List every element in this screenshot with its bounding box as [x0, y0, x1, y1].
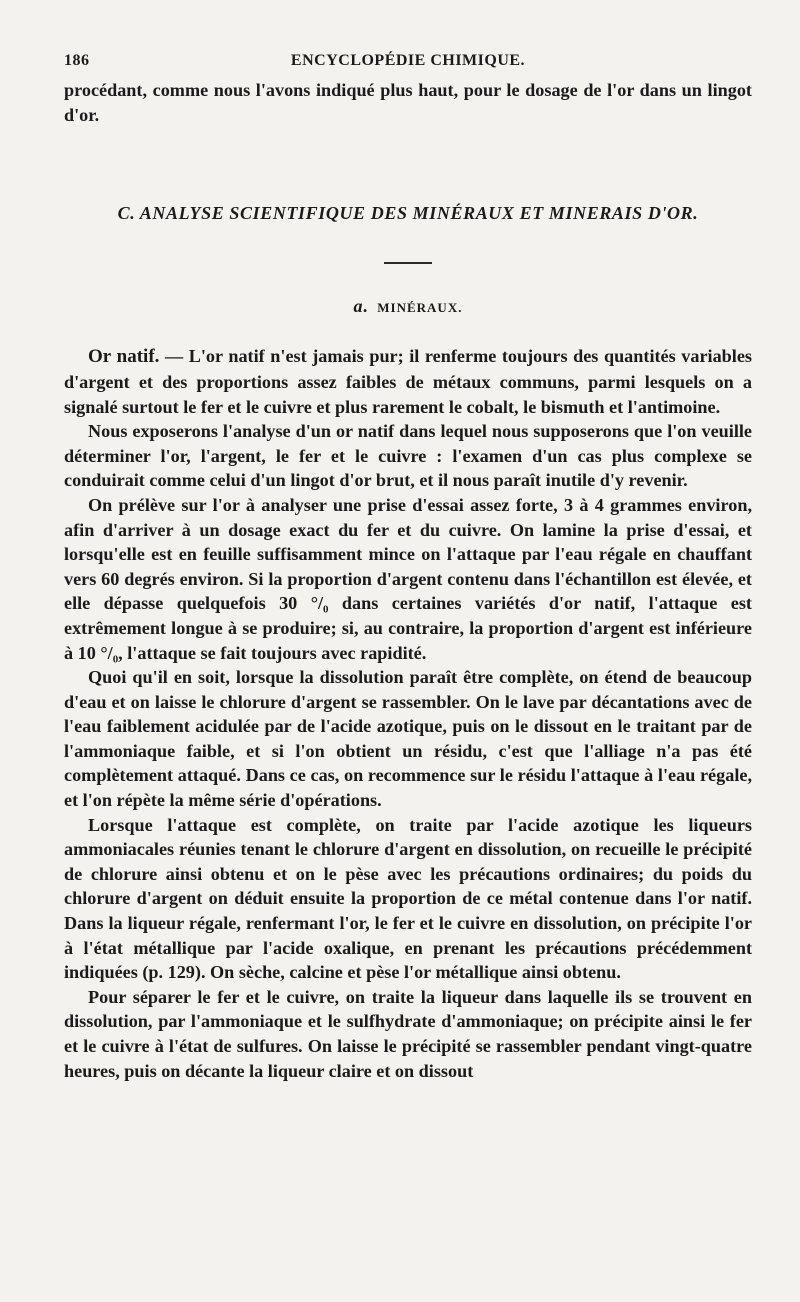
- paragraph-text: — L'or natif n'est jamais pur; il renferme toujours des quantités variables d'argent et des proportions assez faibles de métaux communs, parmi lesquels on a signalé surtout le fer et le cuivre et plus rarement le cobalt, le bismuth et l'antimoine.: [64, 346, 753, 417]
- subsection-letter: a.: [353, 295, 370, 316]
- paragraph: Lorsque l'attaque est complète, on traite par l'acide azotique les liqueurs ammoniacales réunies tenant le chlorure d'argent en dissolution, on recueille le précipité de chlorure ainsi obtenu et on le pèse avec les précautions ordinaires; du poids du chlorure d'argent on déduit ensuite la proportion de ce métal contenue dans l'or natif. Dans la liqueur régale, renfermant l'or, le fer et le cuivre en dissolution, on précipite l'or à l'état métallique par l'acide oxalique, en prenant les précautions précédemment indiquées (p. 129). On sèche, calcine et pèse l'or métallique ainsi obtenu.: [64, 814, 752, 983]
- paragraph: Nous exposerons l'analyse d'un or natif dans lequel nous supposerons que l'on veuille déterminer l'or, l'argent, le fer et le cuivre : l'examen d'un cas plus complexe se conduirait comme celui d'un lingot d'or brut, et il nous paraît inutile d'y revenir.: [64, 421, 752, 491]
- paragraph: Pour séparer le fer et le cuivre, on traite la liqueur dans laquelle ils se trouvent en dissolution, par l'ammoniaque et le sulfhydrate d'ammoniaque; on précipite ainsi le fer et le cuivre à l'état de sulfures. On laisse le précipité se rassembler pendant vingt-quatre heures, puis on décante la liqueur claire et on dissout: [64, 986, 752, 1081]
- page-number: 186: [64, 52, 90, 69]
- paragraph-or-natif: [64, 344, 752, 419]
- section-heading: C. ANALYSE SCIENTIFIQUE DES MINÉRAUX ET MINERAIS D'OR.: [117, 203, 699, 224]
- body-text: [64, 78, 752, 1083]
- running-title: ENCYCLOPÉDIE CHIMIQUE.: [290, 52, 526, 69]
- document-page: [64, 52, 752, 1083]
- intro-paragraph: procédant, comme nous l'avons indiqué plus haut, pour le dosage de l'or dans un lingot d'or.: [64, 80, 752, 125]
- subsection-heading: [64, 294, 752, 321]
- running-header: [64, 52, 752, 78]
- paragraph: On prélève sur l'or à analyser une prise d'essai assez forte, 3 à 4 grammes environ, afin d'arriver à un dosage exact du fer et du cuivre. On lamine la prise d'essai, et lorsqu'elle est en feuille suffisamment mince on l'attaque par l'eau régale en chauffant vers 60 degrés environ. Si la proportion d'argent contenu dans l'échantillon est élevée, et elle dépasse quelquefois 30 °/₀ dans certaines variétés d'or natif, l'attaque est extrêmement longue à se produire; si, au contraire, la proportion d'argent est inférieure à 10 °/₀, l'attaque se fait toujours avec rapidité.: [64, 494, 752, 663]
- divider-rule: [384, 262, 432, 264]
- run-in-heading: Or natif.: [88, 346, 160, 368]
- paragraph: Quoi qu'il en soit, lorsque la dissolution paraît être complète, on étend de beaucoup d'eau et on laisse le chlorure d'argent se rassembler. On le lave par décantations avec de l'eau faiblement acidulée par de l'acide azotique, puis on le dissout en le traitant par de l'ammoniaque faible, et si l'on obtient un résidu, c'est que l'alliage n'a pas été complètement attaqué. Dans ce cas, on recommence sur le résidu l'attaque à l'eau régale, et l'on répète la même série d'opérations.: [64, 667, 752, 811]
- subsection-title: MINÉRAUX.: [377, 299, 463, 315]
